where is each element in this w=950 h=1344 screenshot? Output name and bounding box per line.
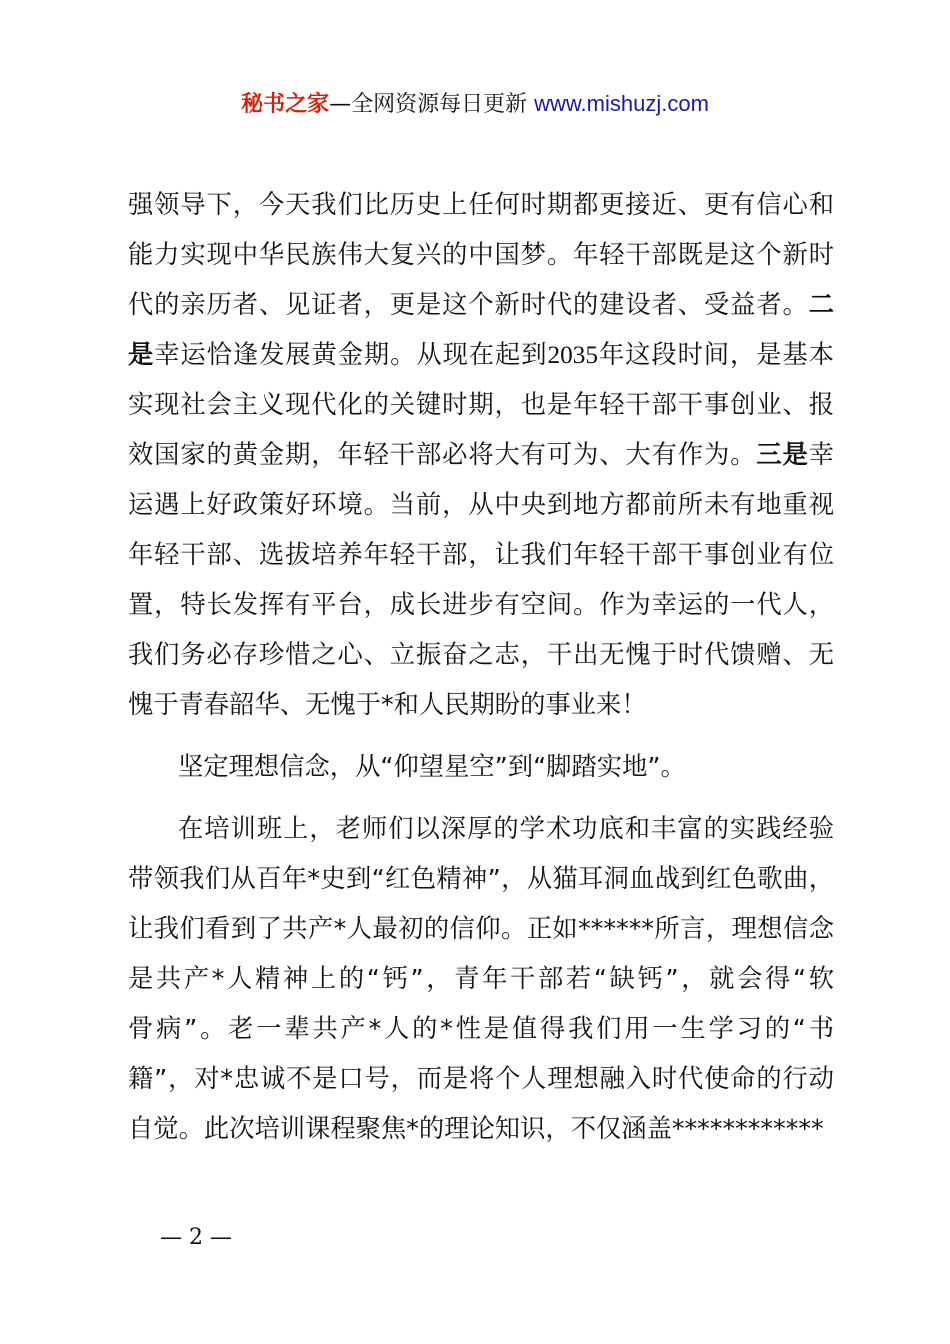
text-line: 实现社会主义现代化的关键时期，也是年轻干部干事创业、报: [128, 390, 834, 419]
paragraph-3: [128, 804, 834, 1154]
header-slogan: —全网资源每日更新: [329, 92, 535, 117]
bold-marker: 三是: [756, 440, 809, 469]
text-line: 愧于青春韶华、无愧于*和人民期盼的事业来！: [128, 690, 647, 719]
text-segment: 代的亲历者、见证者，更是这个新时代的建设者、受益者。: [128, 290, 809, 319]
site-header: [0, 88, 950, 121]
text-segment: 年这段时间，是基本: [598, 340, 834, 369]
text-segment: 幸运恰逢发展黄金期。从现在起到: [154, 340, 548, 369]
brand-name: 秘书之家: [241, 92, 330, 117]
text-segment: 幸: [808, 440, 834, 469]
text-line: 坚定理想信念，从“仰望星空”到“脚踏实地”。: [178, 752, 686, 781]
text-line: [128, 280, 834, 330]
text-line: 运遇上好政策好环境。当前，从中央到地方都前所未有地重视: [128, 490, 834, 519]
text-line: 年轻干部、选拔培养年轻干部，让我们年轻干部干事创业有位: [128, 540, 834, 569]
paragraph-2-heading: [128, 742, 834, 792]
text-line: 我们务必存珍惜之心、立振奋之志，干出无愧于时代馈赠、无: [128, 640, 834, 669]
text-line: 强领导下，今天我们比历史上任何时期都更接近、更有信心和: [128, 190, 834, 219]
text-line: 是共产*人精神上的“钙”，青年干部若“缺钙”，就会得“软: [128, 964, 834, 993]
text-line: 置，特长发挥有平台，成长进步有空间。作为幸运的一代人，: [128, 590, 834, 619]
text-line: 让我们看到了共产*人最初的信仰。正如******所言，理想信念: [128, 914, 834, 943]
bold-marker: 是: [128, 340, 155, 369]
text-line: [128, 330, 834, 380]
text-line: 自觉。此次培训课程聚焦*的理论知识，不仅涵盖************: [128, 1114, 824, 1143]
document-body: [128, 180, 834, 1154]
text-line: [128, 430, 834, 480]
text-line: 能力实现中华民族伟大复兴的中国梦。年轻干部既是这个新时: [128, 240, 834, 269]
bold-marker: 二: [808, 290, 834, 319]
text-line: 在培训班上，老师们以深厚的学术功底和丰富的实践经验: [178, 814, 834, 843]
text-segment: 效国家的黄金期，年轻干部必将大有可为、大有作为。: [128, 440, 757, 469]
page-number: — 2 —: [160, 1225, 232, 1250]
year-number: 2035: [547, 341, 599, 369]
text-line: 骨病”。老一辈共产*人的*性是值得我们用一生学习的“书: [128, 1014, 834, 1043]
paragraph-1: [128, 180, 834, 730]
text-line: 带领我们从百年*史到“红色精神”，从猫耳洞血战到红色歌曲，: [128, 864, 834, 893]
text-line: 籍”，对*忠诚不是口号，而是将个人理想融入时代使命的行动: [128, 1064, 834, 1093]
site-url-link[interactable]: www.mishuzj.com: [534, 91, 709, 116]
